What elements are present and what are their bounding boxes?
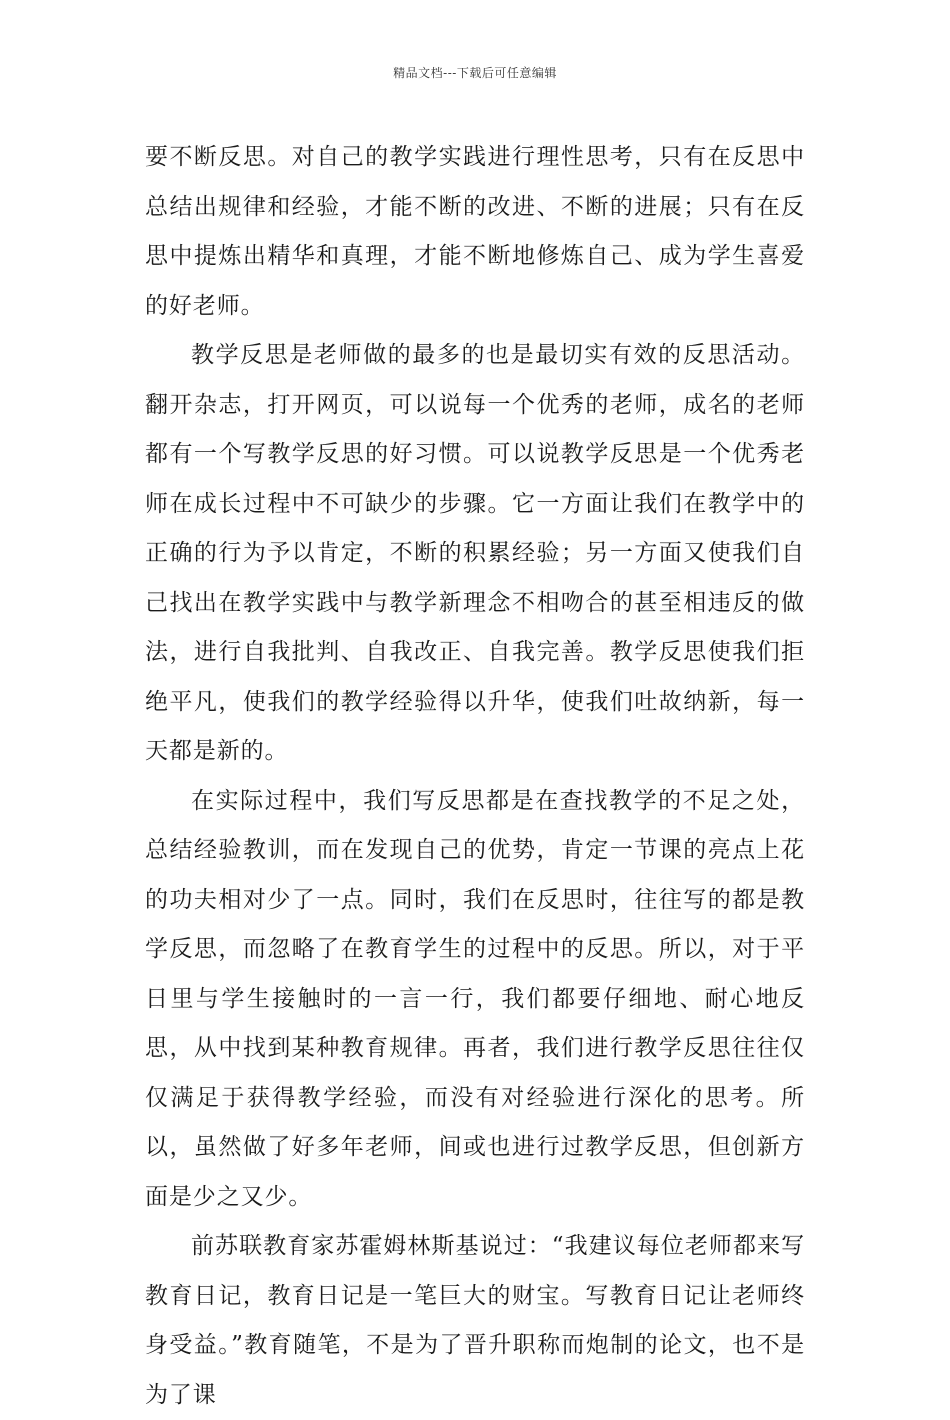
page-header: 精品文档---下载后可任意编辑 xyxy=(393,66,557,80)
paragraph: 前苏联教育家苏霍姆林斯基说过：“我建议每位老师都来写教育日记，教育日记是一笔巨大的财宝。写教育日记让老师终身受益。”教育随笔，不是为了晋升职称而炮制的论文，也不是为了课 xyxy=(145,1233,805,1408)
paragraph: 教学反思是老师做的最多的也是最切实有效的反思活动。翻开杂志，打开网页，可以说每一个优秀的老师，成名的老师都有一个写教学反思的好习惯。可以说教学反思是一个优秀老师在成长过程中不可缺少的步骤。它一方面让我们在教学中的正确的行为予以肯定，不断的积累经验；另一方面又使我们自己找出在教学实践中与教学新理念不相吻合的甚至相违反的做法，进行自我批判、自我改正、自我完善。教学反思使我们拒绝平凡，使我们的教学经验得以升华，使我们吐故纳新，每一天都是新的。 xyxy=(145,342,805,764)
document-body xyxy=(145,133,805,1420)
paragraph: 在实际过程中，我们写反思都是在查找教学的不足之处，总结经验教训，而在发现自己的优势，肯定一节课的亮点上花的功夫相对少了一点。同时，我们在反思时，往往写的都是教学反思，而忽略了在教育学生的过程中的反思。所以，对于平日里与学生接触时的一言一行，我们都要仔细地、耐心地反思，从中找到某种教育规律。再者，我们进行教学反思往往仅仅满足于获得教学经验，而没有对经验进行深化的思考。所以，虽然做了好多年老师，间或也进行过教学反思，但创新方面是少之又少。 xyxy=(145,787,805,1210)
paragraph: 要不断反思。对自己的教学实践进行理性思考，只有在反思中总结出规律和经验，才能不断的改进、不断的进展；只有在反思中提炼出精华和真理，才能不断地修炼自己、成为学生喜爱的好老师。 xyxy=(145,144,805,319)
